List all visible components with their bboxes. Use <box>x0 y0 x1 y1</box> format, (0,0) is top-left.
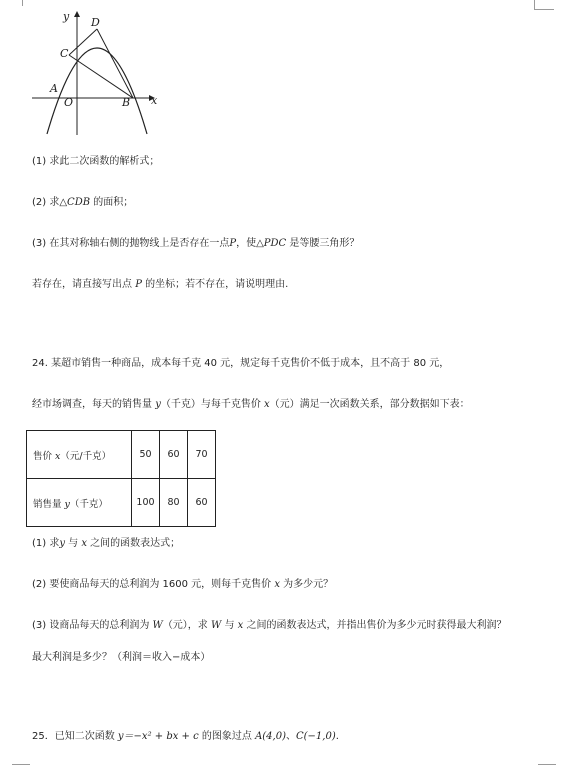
q23-part-1: (1) 求此二次函数的解析式； <box>32 156 160 167</box>
corner-mark-top-left <box>22 0 23 6</box>
table-cell: 60 <box>188 479 216 527</box>
corner-mark-top-right-h <box>534 9 554 10</box>
label-origin-o: O <box>64 96 74 109</box>
table-row-header: 销售量 y（千克） <box>27 479 132 527</box>
table-row-header: 售价 x（元/千克） <box>27 431 132 479</box>
q24-part-3: (3) 设商品每天的总利润为 W（元），求 W 与 x 之间的函数表达式，并指出售价为多少元时获得最大利润？ <box>32 620 507 631</box>
q23-part-3-cont: 若存在，请直接写出点 P 的坐标；若不存在，请说明理由. <box>32 279 289 290</box>
corner-mark-bottom-left <box>12 764 30 765</box>
label-y-axis: y <box>63 10 70 23</box>
table-cell: 100 <box>132 479 160 527</box>
q25-stem: 25．已知二次函数 y＝−x² + bx + c 的图象过点 A(4,0)、C(−1,0). <box>32 731 339 742</box>
segment-cd <box>69 29 97 55</box>
q24-intro-line-1: 24. 某超市销售一种商品，成本每千克 40 元，规定每千克售价不低于成本，且不高于 80 元， <box>32 358 450 369</box>
segment-db <box>97 29 133 98</box>
table-cell: 70 <box>188 431 216 479</box>
label-point-d: D <box>91 16 100 29</box>
table-cell: 50 <box>132 431 160 479</box>
price-sales-table <box>26 430 216 527</box>
q24-part-1: (1) 求y 与 x 之间的函数表达式； <box>32 538 181 549</box>
q24-intro-line-2: 经市场调查，每天的销售量 y（千克）与每千克售价 x（元）满足一次函数关系，部分数据如下表： <box>32 399 470 410</box>
table-row <box>27 479 216 527</box>
segment-cb <box>69 55 133 98</box>
table-row <box>27 431 216 479</box>
table-cell: 60 <box>160 431 188 479</box>
q23-part-2: (2) 求△CDB 的面积； <box>32 197 134 208</box>
q24-part-3-cont: 最大利润是多少？（利润＝收入−成本） <box>32 652 211 663</box>
label-x-axis: x <box>151 94 158 107</box>
parabola-curve-main <box>47 48 147 134</box>
parabola-figure <box>30 0 170 140</box>
corner-mark-bottom-right <box>538 764 556 765</box>
label-point-b: B <box>122 96 131 109</box>
q23-part-3: (3) 在其对称轴右侧的抛物线上是否存在一点P，使△PDC 是等腰三角形？ <box>32 238 360 249</box>
q24-part-2: (2) 要使商品每天的总利润为 1600 元，则每千克售价 x 为多少元？ <box>32 579 334 590</box>
label-point-c: C <box>60 47 69 60</box>
label-point-a: A <box>50 82 58 95</box>
table-cell: 80 <box>160 479 188 527</box>
